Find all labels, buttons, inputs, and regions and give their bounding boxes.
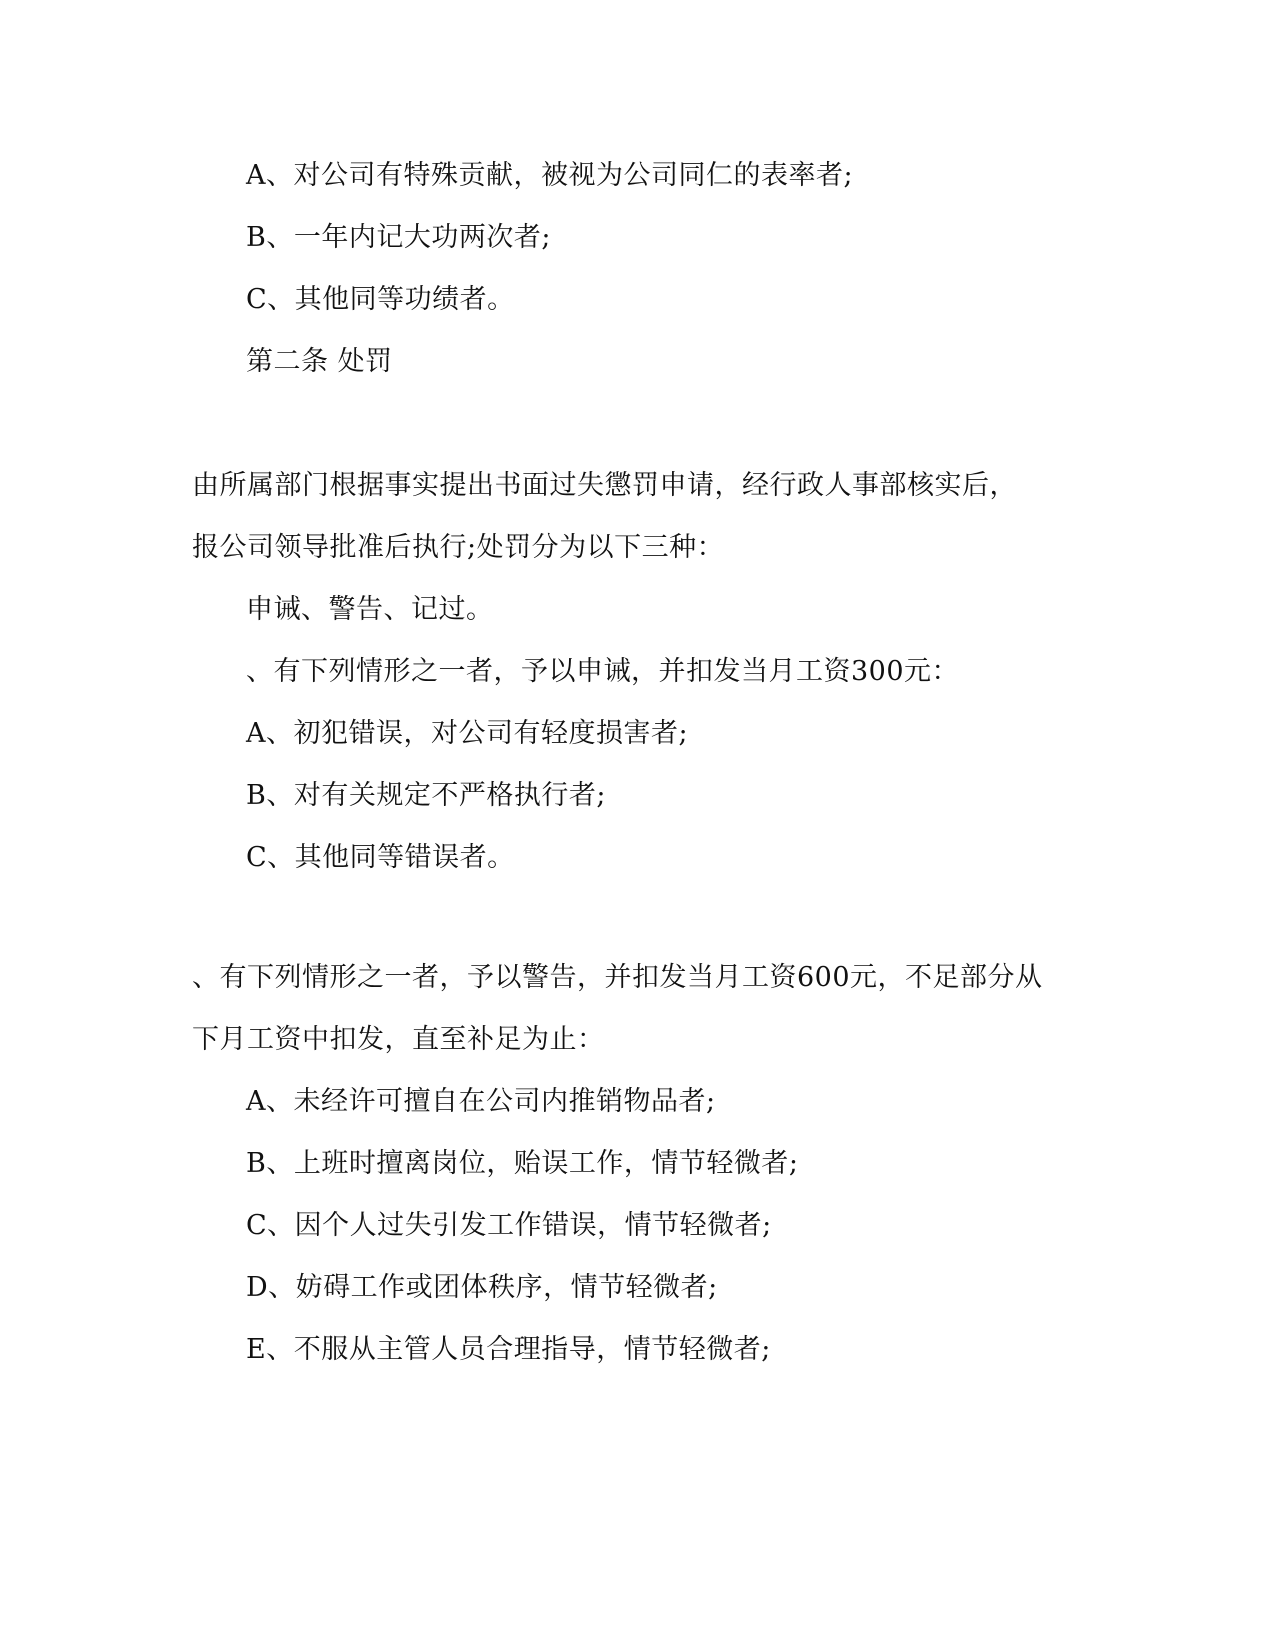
penalty-types: 申诫、警告、记过。 bbox=[246, 594, 494, 625]
list-item-b-merit: B、一年内记大功两次者; bbox=[246, 222, 551, 253]
paragraph-penalty-procedure-2: 报公司领导批准后执行;处罚分为以下三种： bbox=[192, 532, 725, 563]
list-item-b-not-strict: B、对有关规定不严格执行者; bbox=[246, 780, 606, 811]
list-item-c-personal-error: C、因个人过失引发工作错误，情节轻微者; bbox=[246, 1210, 772, 1241]
section-heading-penalty: 第二条 处罚 bbox=[246, 346, 393, 377]
list-item-e-disobedience: E、不服从主管人员合理指导，情节轻微者; bbox=[246, 1334, 771, 1365]
list-item-a-unauthorized-sales: A、未经许可擅自在公司内推销物品者; bbox=[246, 1086, 716, 1117]
paragraph-penalty-procedure-1: 由所属部门根据事实提出书面过失懲罚申请，经行政人事部核实后， bbox=[192, 470, 1017, 501]
clause-reprimand: 、有下列情形之一者，予以申诫，并扣发当月工资300元： bbox=[246, 656, 960, 687]
list-item-c-equivalent: C、其他同等功绩者。 bbox=[246, 284, 515, 315]
list-item-b-leaving-post: B、上班时擅离岗位，贻误工作，情节轻微者; bbox=[246, 1148, 799, 1179]
list-item-a-first-offense: A、初犯错误，对公司有轻度损害者; bbox=[246, 718, 689, 749]
list-item-c-equivalent-error: C、其他同等错误者。 bbox=[246, 842, 515, 873]
clause-warning-2: 下月工资中扣发，直至补足为止： bbox=[192, 1024, 605, 1055]
clause-warning-1: 、有下列情形之一者，予以警告，并扣发当月工资600元，不足部分从 bbox=[192, 962, 1043, 993]
list-item-a-contribution: A、对公司有特殊贡献，被视为公司同仁的表率者; bbox=[246, 160, 854, 191]
list-item-d-disruption: D、妨碍工作或团体秩序，情节轻微者; bbox=[246, 1272, 718, 1303]
